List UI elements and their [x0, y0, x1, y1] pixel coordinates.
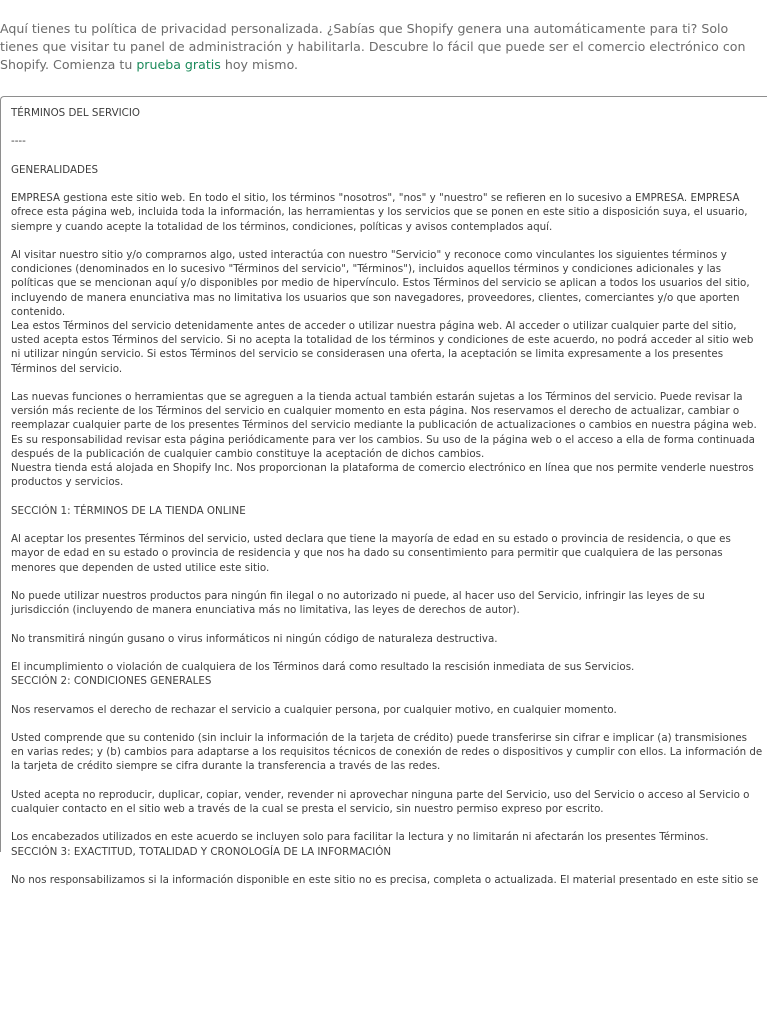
- intro-paragraph: [0, 20, 768, 74]
- intro-text-before-link: Aquí tienes tu política de privacidad personalizada. ¿Sabías que Shopify genera una automáticamente para ti? Solo tienes que visitar tu panel de administración y habilitarla. Descubre lo fácil que puede ser el comercio electrónico con Shopify. Comienza tu: [0, 21, 746, 72]
- intro-text-after-link: hoy mismo.: [220, 57, 299, 72]
- free-trial-link[interactable]: prueba gratis: [136, 57, 221, 72]
- terms-of-service-text: TÉRMINOS DEL SERVICIO ---- GENERALIDADES EMPRESA gestiona este sitio web. En todo el sitio, los términos "nosotros", "nos" y "nuestro" se refieren en lo sucesivo a EMPRESA. EMPRESA ofrece esta página web, incluida toda la información, las herramientas y los servicios que se ponen en este sitio a disposición suya, el usuario, siempre y cuando acepte la totalidad de los términos, condiciones, políticas y avisos contemplados aquí. Al visitar nuestro sitio y/o comprarnos algo, usted interactúa con nuestro "Servicio" y reconoce como vinculantes los siguientes términos y condiciones (denominados en lo sucesivo "Términos del servicio", "Términos"), incluidos aquellos términos y condiciones adicionales y las políticas que se mencionan aquí y/o disponibles por medio de hipervínculo. Estos Términos del servicio se aplican a todos los usuarios del sitio, incluyendo de manera enunciativa mas no limitativa los usuarios que son navegadores, proveedores, clientes, comerciantes y/o que aporten contenido. Lea estos Términos del servicio detenidamente antes de acceder o utilizar nuestra página web. Al acceder o utilizar cualquier parte del sitio, usted acepta estos Términos del servicio. Si no acepta la totalidad de los términos y condiciones de este acuerdo, no podrá acceder al sitio web ni utilizar ningún servicio. Si estos Términos del servicio se considerasen una oferta, la aceptación se limita expresamente a los presentes Términos del servicio. Las nuevas funciones o herramientas que se agreguen a la tienda actual también estarán sujetas a los Términos del servicio. Puede revisar la versión más reciente de los Términos del servicio en cualquier momento en esta página. Nos reservamos el derecho de actualizar, cambiar o reemplazar cualquier parte de los presentes Términos del servicio mediante la publicación de actualizaciones o cambios en nuestra página web. Es su responsabilidad revisar esta página periódicamente para ver los cambios. Su uso de la página web o el acceso a ella de forma continuada después de la publicación de cualquier cambio constituye la aceptación de dichos cambios. Nuestra tienda está alojada en Shopify Inc. Nos proporcionan la plataforma de comercio electrónico en línea que nos permite venderle nuestros productos y servicios. SECCIÓN 1: TÉRMINOS DE LA TIENDA ONLINE Al aceptar los presentes Términos del servicio, usted declara que tiene la mayoría de edad en su estado o provincia de residencia, o que es mayor de edad en su estado o provincia de residencia y que nos ha dado su consentimiento para permitir que cualquiera de las personas menores que dependen de usted utilice este sitio. No puede utilizar nuestros productos para ningún fin ilegal o no autorizado ni puede, al hacer uso del Servicio, infringir las leyes de su jurisdicción (incluyendo de manera enunciativa más no limitativa, las leyes de derechos de autor). No transmitirá ningún gusano o virus informáticos ni ningún código de naturaleza destructiva. El incumplimiento o violación de cualquiera de los Términos dará como resultado la rescisión inmediata de sus Servicios. SECCIÓN 2: CONDICIONES GENERALES Nos reservamos el derecho de rechazar el servicio a cualquier persona, por cualquier motivo, en cualquier momento. Usted comprende que su contenido (sin incluir la información de la tarjeta de crédito) puede transferirse sin cifrar e implicar (a) transmisiones en varias redes; y (b) cambios para adaptarse a los requisitos técnicos de conexión de redes o dispositivos y cumplir con ellos. La información de la tarjeta de crédito siempre se cifra durante la transferencia a través de las redes. Usted acepta no reproducir, duplicar, copiar, vender, revender ni aprovechar ninguna parte del Servicio, uso del Servicio o acceso al Servicio o cualquier contacto en el sitio web a través de la cual se presta el servicio, sin nuestro permiso expreso por escrito. Los encabezados utilizados en este acuerdo se incluyen solo para facilitar la lectura y no limitarán ni afectarán los presentes Términos. SECCIÓN 3: EXACTITUD, TOTALIDAD Y CRONOLOGÍA DE LA INFORMACIÓN No nos responsabilizamos si la información disponible en este sitio no es precisa, completa o actualizada. El material presentado en este sitio se: [11, 107, 763, 886]
- terms-of-service-textarea[interactable]: [0, 96, 767, 886]
